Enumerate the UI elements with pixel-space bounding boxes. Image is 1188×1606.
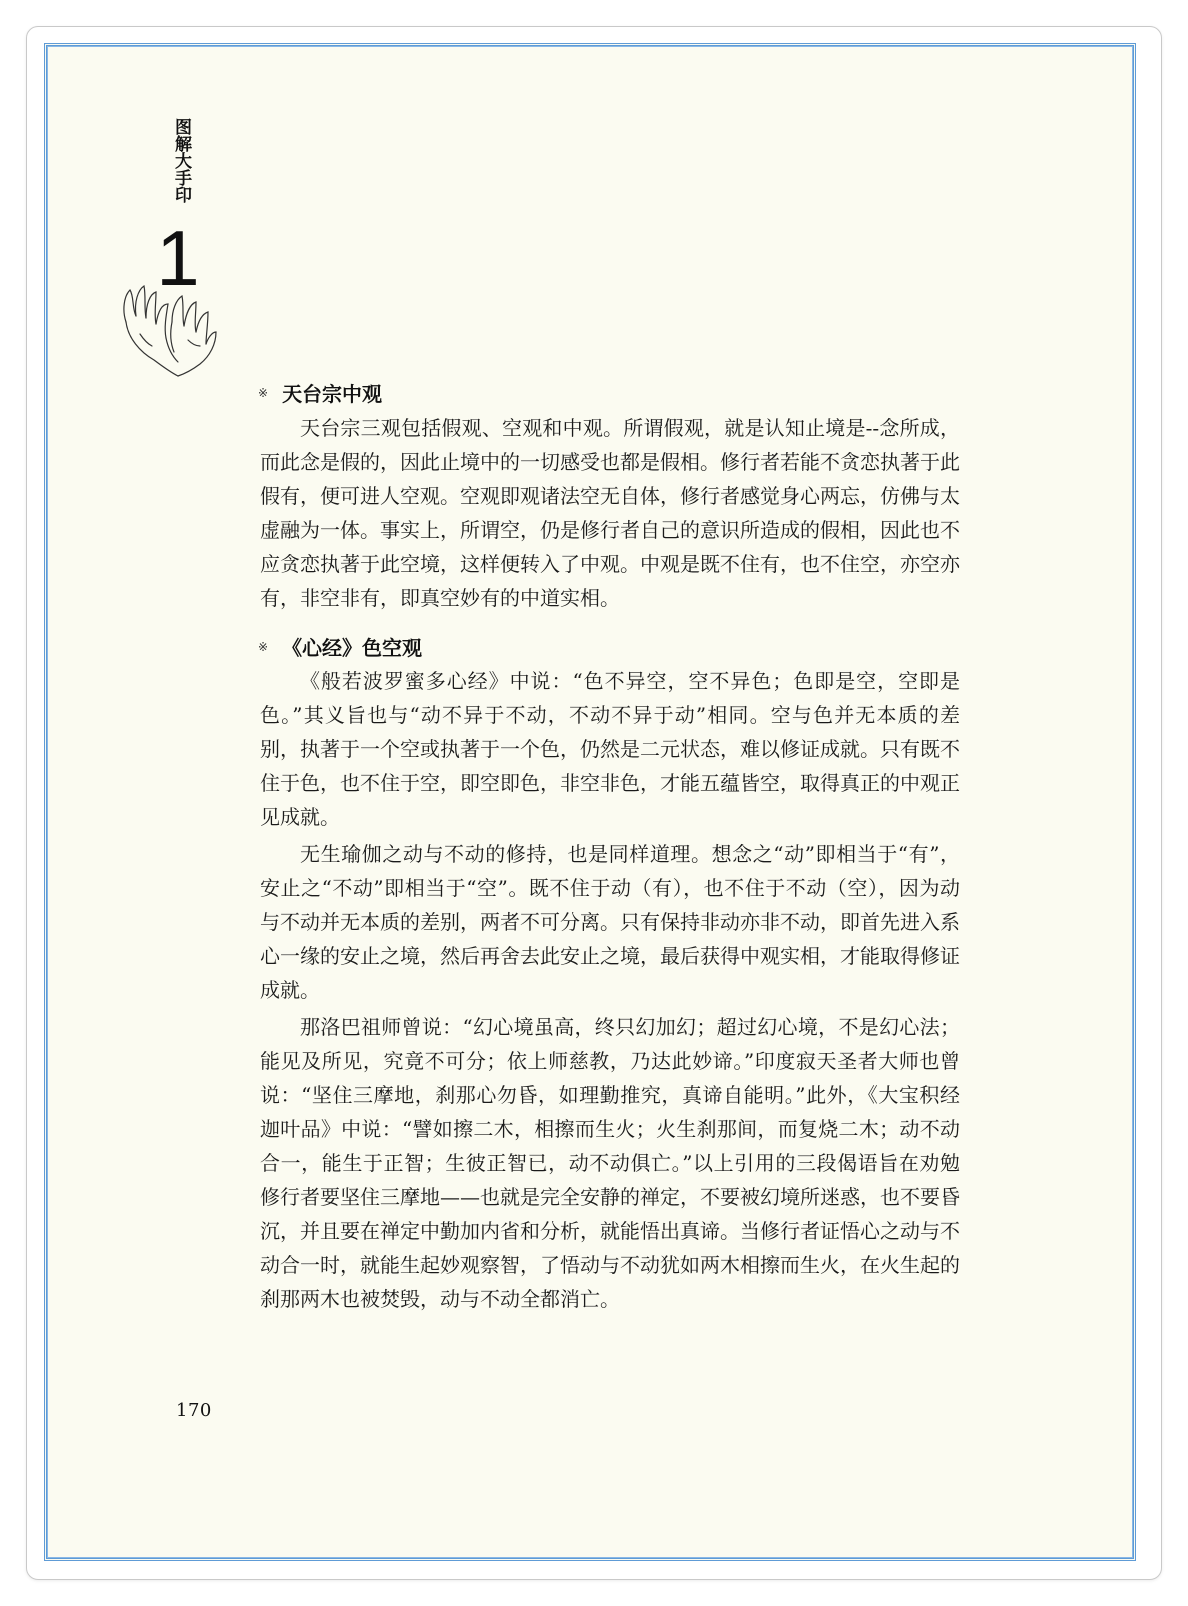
section-heading-text: 《心经》色空观 xyxy=(282,636,423,660)
paragraph: 无生瑜伽之动与不动的修持，也是同样道理。想念之“动”即相当于“有”，安止之“不动”即相当于“空”。既不住于动（有），也不住于不动（空），因为动与不动并无本质的差别，两者不可分离。只有保持非动亦非不动，即首先进入系心一缘的安止之境，然后再舍去此安止之境，最后获得中观实相，才能取得修证成就。 xyxy=(260,842,960,1002)
section-heading-tiantai xyxy=(258,378,382,407)
praying-hands-illustration xyxy=(112,282,224,378)
paragraph: 那洛巴祖师曾说：“幻心境虽高，终只幻加幻；超过幻心境，不是幻心法；能见及所见，究竟不可分；依上师慈教，乃达此妙谛。”印度寂天圣者大师也曾说：“坚住三摩地，刹那心勿昏，如理勤推究，真谛自能明。”此外，《大宝积经迦叶品》中说：“譬如擦二木，相擦而生火；火生刹那间，而复烧二木；动不动合一，能生于正智；生彼正智已，动不动俱亡。”以上引用的三段偈语旨在劝勉修行者要坚住三摩地——也就是完全安静的禅定，不要被幻境所迷惑，也不要昏沉，并且要在禅定中勤加内省和分析，就能悟出真谛。当修行者证悟心之动与不动合一时，就能生起妙观察智，了悟动与不动犹如两木相擦而生火，在火生起的刹那两木也被焚毁，动与不动全都消亡。 xyxy=(260,1015,960,1311)
series-title: 图解大手印 xyxy=(171,118,191,203)
section-heading-text: 天台宗中观 xyxy=(282,382,383,406)
paragraph: 《般若波罗蜜多心经》中说：“色不异空，空不异色；色即是空，空即是色。”其义旨也与“动不异于不动，不动不异于动”相同。空与色并无本质的差别，执著于一个空或执著于一个色，仍然是二元状态，难以修证成就。只有既不住于色，也不住于空，即空即色，非空非色，才能五蕴皆空，取得真正的中观正见成就。 xyxy=(260,669,960,829)
chapter-number: 1 xyxy=(156,214,200,302)
paragraph: 天台宗三观包括假观、空观和中观。所谓假观，就是认知止境是--念所成，而此念是假的，因此止境中的一切感受也都是假相。修行者若能不贪恋执著于此假有，便可进人空观。空观即观诸法空无自体，修行者感觉身心两忘，仿佛与太虚融为一体。事实上，所谓空，仍是修行者自己的意识所造成的假相，因此也不应贪恋执著于此空境，这样便转入了中观。中观是既不住有，也不住空，亦空亦有，非空非有，即真空妙有的中道实相。 xyxy=(260,416,960,610)
page-number: 170 xyxy=(176,1400,212,1421)
bullet-mark-icon: ※ xyxy=(258,385,269,400)
bullet-mark-icon: ※ xyxy=(258,639,269,654)
section-heading-xinjing xyxy=(258,632,422,661)
